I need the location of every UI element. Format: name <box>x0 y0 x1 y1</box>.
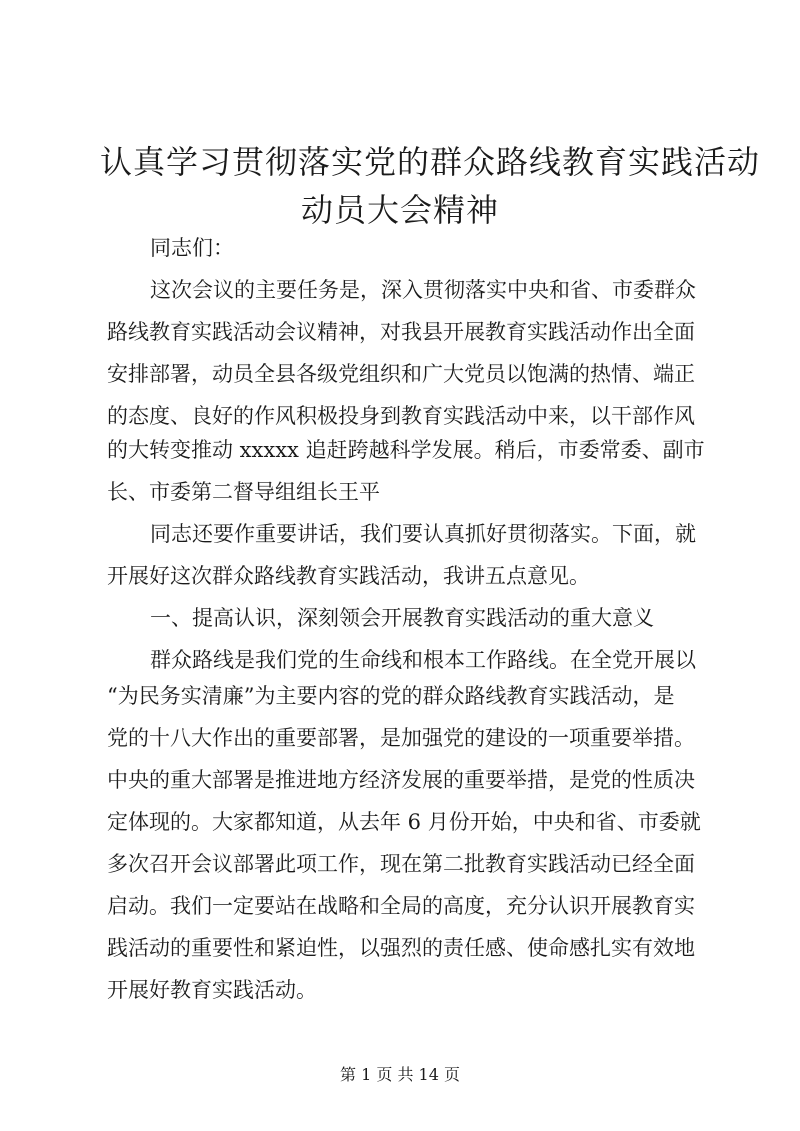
paragraph-3-line: 群众路线是我们党的生命线和根本工作路线。在全党开展以 <box>150 648 696 672</box>
document-title-line-1: 认真学习贯彻落实党的群众路线教育实践活动 <box>100 143 761 181</box>
document-title-line-2: 动员大会精神 <box>300 191 499 229</box>
paragraph-3-line: “为民务实清廉”为主要内容的党的群众路线教育实践活动，是 <box>107 684 675 708</box>
paragraph-3-line: 开展好教育实践活动。 <box>107 978 317 1002</box>
salutation: 同志们： <box>150 236 234 260</box>
paragraph-3-line: 多次召开会议部署此项工作，现在第二批教育实践活动已经全面 <box>107 852 695 876</box>
paragraph-3-line: 中央的重大部署是推进地方经济发展的重要举措，是党的性质决 <box>107 768 695 792</box>
paragraph-1-line: 这次会议的主要任务是，深入贯彻落实中央和省、市委群众 <box>150 278 696 302</box>
paragraph-1-line: 路线教育实践活动会议精神，对我县开展教育实践活动作出全面 <box>107 320 695 344</box>
paragraph-3-line: 践活动的重要性和紧迫性，以强烈的责任感、使命感扎实有效地 <box>107 936 695 960</box>
paragraph-2-line: 同志还要作重要讲话，我们要认真抓好贯彻落实。下面，就 <box>150 522 696 546</box>
paragraph-3-line: 党的十八大作出的重要部署，是加强党的建设的一项重要举措。 <box>107 726 695 750</box>
paragraph-3-line: 启动。我们一定要站在战略和全局的高度，充分认识开展教育实 <box>107 894 695 918</box>
paragraph-2-line: 开展好这次群众路线教育实践活动，我讲五点意见。 <box>107 564 590 588</box>
paragraph-1-line: 的态度、良好的作风积极投身到教育实践活动中来，以干部作风 <box>107 404 695 428</box>
section-heading-1: 一、提高认识，深刻领会开展教育实践活动的重大意义 <box>150 606 654 630</box>
page-number-footer: 第 1 页 共 14 页 <box>340 1065 460 1084</box>
paragraph-1-line: 的大转变推动 xxxxx 追赶跨越科学发展。稍后，市委常委、副市 <box>107 438 705 462</box>
paragraph-1-line: 安排部署，动员全县各级党组织和广大党员以饱满的热情、端正 <box>107 362 695 386</box>
paragraph-1-line: 长、市委第二督导组组长王平 <box>107 480 380 504</box>
paragraph-3-line: 定体现的。大家都知道，从去年 6 月份开始，中央和省、市委就 <box>107 810 701 834</box>
